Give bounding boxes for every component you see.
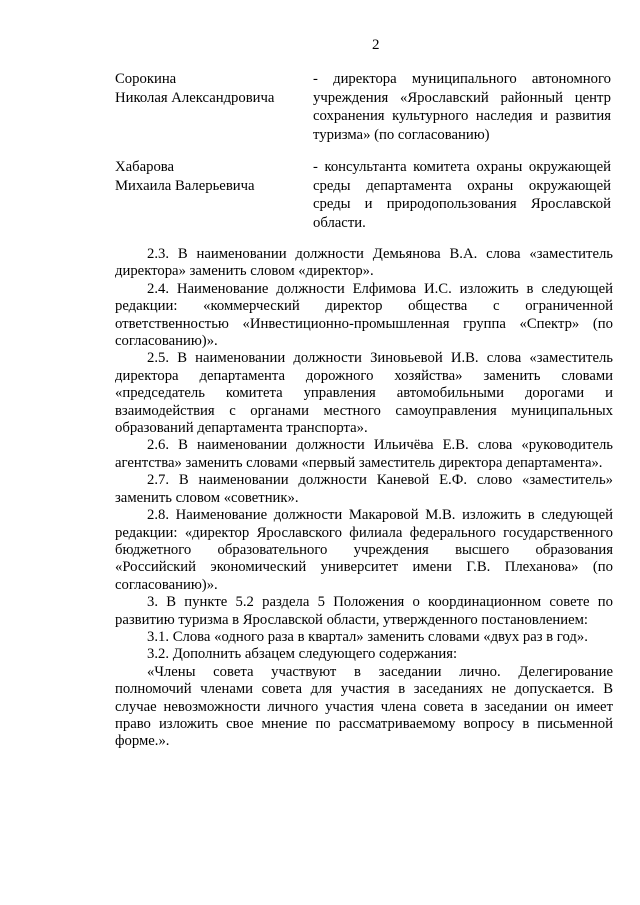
paragraph-line: образований департамента транспорта».: [115, 420, 368, 437]
paragraph-line: 2.4. Наименование должности Елфимова И.С. изложить в следующей: [147, 280, 613, 297]
paragraph-line: ответственностью «Инвестиционно-промышленная группа «Спектр» (по: [115, 315, 613, 332]
member-position-line: - консультанта комитета охраны окружающей: [313, 159, 611, 175]
paragraph-line: «Российский экономический университет имени Г.В. Плеханова» (по: [115, 559, 613, 576]
member-position-line: среды и природопользования Ярославской: [313, 196, 611, 213]
paragraph-line: 2.8. Наименование должности Макаровой М.В. изложить в следующей: [147, 507, 613, 524]
paragraph-line: 3.1. Слова «одного раза в квартал» заменить словами «двух раз в год».: [147, 628, 588, 645]
paragraph-line: взаимодействия с органами местного самоуправления муниципальных: [115, 402, 613, 419]
paragraph-line: развитию туризма в Ярославской области, утвержденного постановлением:: [115, 611, 588, 628]
member-name-line: Сорокина: [115, 71, 177, 87]
paragraph-line: «председатель комитета управления автомобильными дорогами и: [115, 385, 613, 402]
paragraph-line: агентства» заменить словами «первый заместитель директора департамента».: [115, 454, 603, 471]
paragraph-2-8: [115, 507, 613, 594]
paragraph-line: 3. В пункте 5.2 раздела 5 Положения о координационном совете по: [147, 594, 613, 611]
member-position: [313, 70, 611, 145]
member-position-line: области.: [313, 215, 366, 232]
paragraph-line: 2.3. В наименовании должности Демьянова В.А. слова «заместитель: [147, 246, 613, 262]
paragraph-2-4: [115, 281, 613, 351]
paragraph-line: 2.6. В наименовании должности Ильичёва Е.В. слова «руководитель: [147, 437, 613, 454]
paragraph-2-3: [115, 246, 613, 281]
member-position-line: среды департамента охраны окружающей: [313, 177, 611, 194]
paragraph-3: [115, 594, 613, 629]
paragraph-2-6: [115, 437, 613, 472]
council-member-entry: [115, 158, 613, 238]
paragraph-line: форме.».: [115, 733, 170, 750]
quoted-paragraph: [115, 664, 613, 751]
paragraph-3-1: [115, 629, 613, 646]
paragraph-line: согласованию)».: [115, 333, 218, 350]
paragraph-line: «Члены совета участвуют в заседании лично. Делегирование: [147, 663, 613, 680]
member-position-line: сохранения культурного наследия и развития: [313, 108, 611, 125]
member-position-line: учреждения «Ярославский районный центр: [313, 89, 611, 106]
page-number: 2: [372, 37, 380, 53]
paragraph-2-7: [115, 472, 613, 507]
member-position: [313, 158, 611, 233]
paragraph-line: случае невозможности личного участия члена совета в заседании он имеет: [115, 698, 613, 715]
paragraph-line: редакции: «директор Ярославского филиала федерального государственного: [115, 524, 613, 541]
paragraph-line: 2.5. В наименовании должности Зиновьевой И.В. слова «заместитель: [147, 350, 613, 367]
paragraph-line: бюджетного образовательного учреждения высшего образования: [115, 541, 613, 558]
paragraph-line: право изложить свое мнение по рассматриваемому вопросу в письменной: [115, 715, 613, 732]
paragraph-line: согласованию)».: [115, 576, 218, 593]
paragraph-line: полномочий членами совета для участия в заседаниях не допускается. В: [115, 681, 613, 698]
member-name-line: Николая Александровича: [115, 89, 275, 106]
member-position-line: - директора муниципального автономного: [313, 71, 611, 87]
paragraph-line: 3.2. Дополнить абзацем следующего содержания:: [147, 646, 458, 663]
paragraph-line: редакции: «коммерческий директор общества с ограниченной: [115, 298, 613, 315]
member-name: [115, 158, 305, 195]
paragraph-line: 2.7. В наименовании должности Каневой Е.Ф. слово «заместитель»: [147, 472, 613, 489]
member-name-line: Михаила Валерьевича: [115, 177, 255, 194]
council-member-entry: [115, 70, 613, 150]
member-position-line: туризма» (по согласованию): [313, 127, 490, 144]
document-body: [115, 246, 613, 751]
paragraph-line: директора» заменить словом «директор».: [115, 263, 374, 280]
member-name: [115, 70, 305, 107]
paragraph-line: директора департамента дорожного хозяйства» заменить словами: [115, 367, 613, 384]
paragraph-2-5: [115, 350, 613, 437]
paragraph-3-2: [115, 646, 613, 663]
member-name-line: Хабарова: [115, 159, 175, 175]
paragraph-line: заменить словом «советник».: [115, 489, 299, 506]
